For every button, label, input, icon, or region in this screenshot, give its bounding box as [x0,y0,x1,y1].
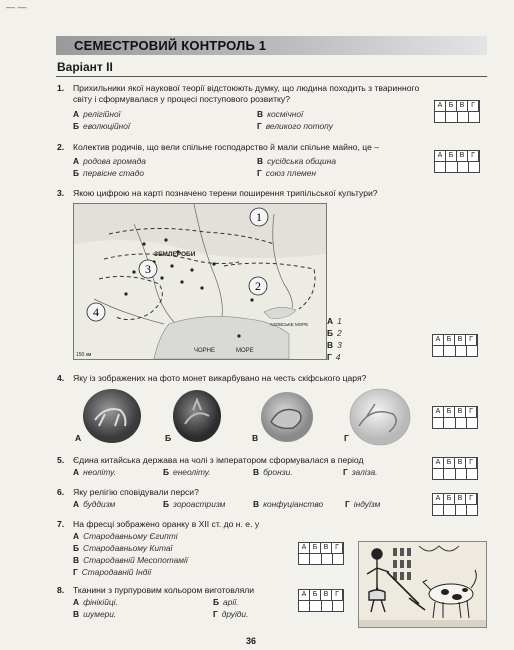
question-1 [57,83,437,105]
question-text: Яку релігію сповідували перси? [73,487,199,497]
question-text: На фресці зображено оранку в ХІІ ст. до н. е. у [73,519,260,529]
answer-grid-q4[interactable]: А Б В Г [432,406,478,418]
option-c[interactable]: В Стародавній Месопотамії [73,555,188,565]
map-label-sea: МОРЕ [236,348,254,354]
question-text: Колектив родичів, що вели спільне господарство й мали спільне майно, це – [73,142,380,152]
option-a[interactable]: А буддизм [73,499,116,509]
question-number: 2. [57,142,65,152]
question-number: 3. [57,188,65,198]
question-number: 8. [57,585,65,595]
question-4 [57,373,437,384]
answer-grid-q5[interactable]: А Б В Г [432,457,478,469]
question-text: Тканини з пурпуровим кольором виготовляли [73,585,255,595]
option-c[interactable]: В сусідська община [257,156,336,166]
option-c[interactable]: В конфуціанство [253,499,324,509]
option-c[interactable]: В бронзи. [253,467,293,477]
question-number: 7. [57,519,65,529]
map-label-azov: АЗОВСЬКЕ МОРЕ [270,322,309,327]
fresco-graphic [359,542,486,627]
map-marker-3: 3 [145,262,151,276]
question-5 [57,455,437,466]
egyptian-fresco-image [358,541,487,628]
option-d[interactable]: Г великого потопу [257,121,333,131]
option-d[interactable]: Г 4 [327,352,341,362]
option-b[interactable]: Б первісне стадо [73,168,144,178]
map-label-black: ЧОРНЕ [194,348,216,354]
option-d[interactable]: Г друїди. [213,609,249,619]
section-header [56,36,487,55]
option-d[interactable]: Г індуїзм [345,499,381,509]
option-a[interactable]: А неоліту. [73,467,117,477]
answer-grid-q3[interactable]: А Б В Г [432,334,478,346]
question-3 [57,188,437,199]
question-text: Єдина китайська держава на чолі з імператором сформувалася в період [73,455,364,465]
question-text: Яку із зображених на фото монет викарбувано на честь скіфського царя? [73,373,367,383]
map-marker-2: 2 [255,279,261,293]
option-b[interactable]: Б еволюційної [73,121,130,131]
question-2 [57,142,437,153]
option-b[interactable]: Б енеоліту. [163,467,211,477]
question-number: 5. [57,455,65,465]
option-a[interactable]: А Стародавньому Єгипті [73,531,178,541]
map-label-farmers: ЗЕМЛЕРОБИ [154,251,196,258]
option-c[interactable]: В космічної [257,109,303,119]
coin-d [350,389,410,445]
divider [56,76,487,77]
map-graphic [74,204,326,359]
answer-grid-q2[interactable]: А Б В Г [434,150,480,162]
question-number: 1. [57,83,65,93]
variant-label: Варіант ІІ [57,60,113,74]
option-c[interactable]: В 3 [327,340,342,350]
option-c[interactable]: Б арії. [213,597,239,607]
answer-grid-q7[interactable]: А Б В Г [298,542,344,554]
option-b[interactable]: Б Стародавньому Китаї [73,543,173,553]
option-b[interactable]: Б зороастризм [163,499,226,509]
option-d[interactable]: Г союз племен [257,168,317,178]
page-number: 36 [246,636,257,646]
section-title: СЕМЕСТРОВИЙ КОНТРОЛЬ 1 [74,38,267,53]
coin-label-c: В [252,433,259,443]
map-scale: 150 км [76,352,92,358]
question-text: Прихильники якої наукової теорії відстоюють думку, що людина походить з тваринного світу і сформувалася у процесі поступового розвитку? [73,83,420,104]
option-a[interactable]: А 1 [327,316,342,326]
coins-photo [75,386,415,446]
page-mark: — — [6,2,27,12]
question-8 [57,585,297,596]
historical-map [73,203,327,360]
option-b[interactable]: Б 2 [327,328,342,338]
question-6 [57,487,437,498]
question-7 [57,519,437,530]
answer-grid-q6[interactable]: А Б В Г [432,493,478,505]
question-text: Якою цифрою на карті позначено терени поширення трипільської культури? [73,188,378,198]
coin-label-b: Б [165,433,172,443]
option-d[interactable]: Г заліза. [343,467,378,477]
answer-grid-q8[interactable]: А Б В Г [298,589,344,601]
map-marker-4: 4 [93,305,99,319]
option-a[interactable]: А родова громада [73,156,146,166]
option-a[interactable]: А релігійної [73,109,121,119]
answer-grid-q1[interactable]: А Б В Г [434,100,480,112]
coin-label-d: Г [344,433,349,443]
coin-label-a: А [75,433,82,443]
question-number: 6. [57,487,65,497]
option-b[interactable]: В шумери. [73,609,117,619]
question-number: 4. [57,373,65,383]
coin-a [83,389,141,443]
option-a[interactable]: А фінікійці. [73,597,118,607]
option-d[interactable]: Г Стародавній Індії [73,567,152,577]
map-marker-1: 1 [256,210,262,224]
